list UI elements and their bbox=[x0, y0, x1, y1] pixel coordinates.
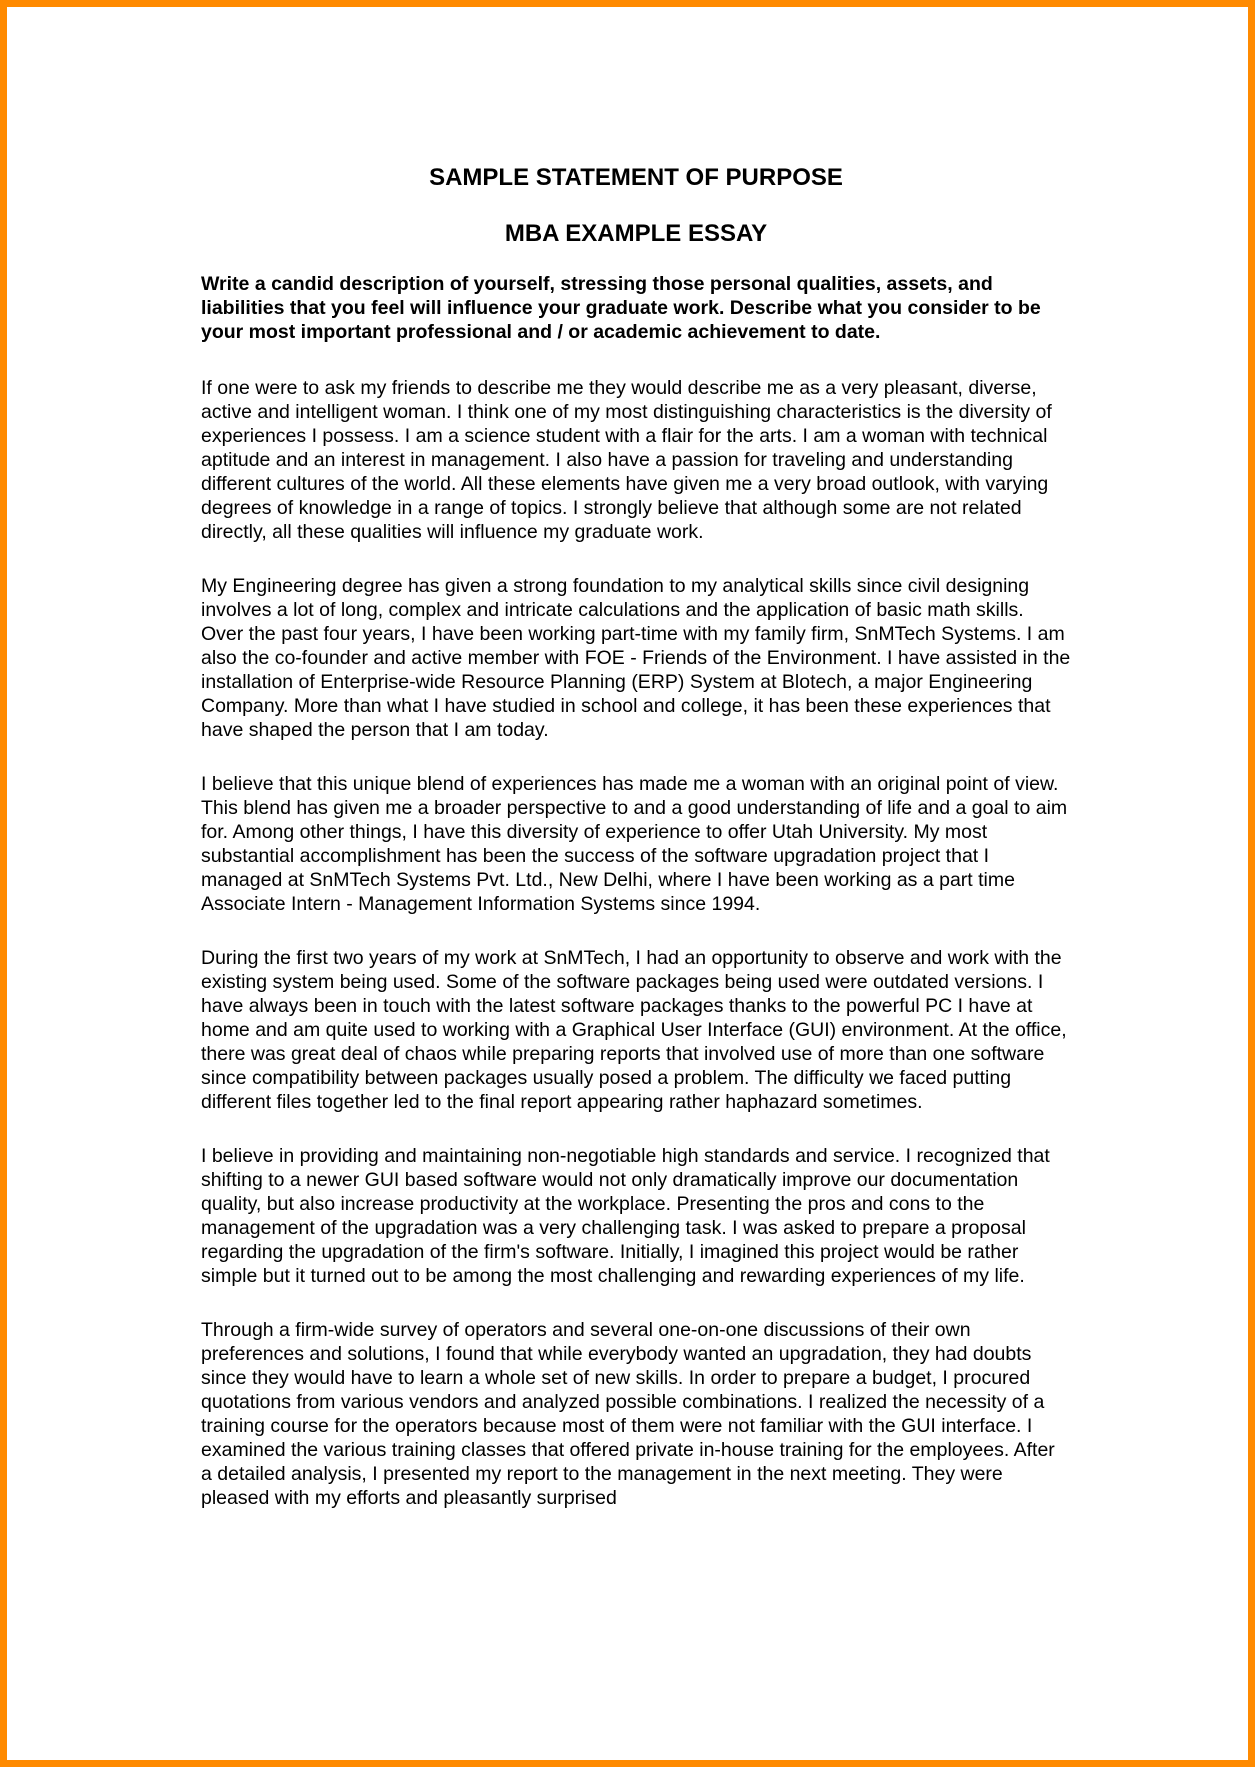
document-subtitle: MBA EXAMPLE ESSAY bbox=[504, 220, 768, 247]
essay-body bbox=[201, 376, 1071, 1510]
document-page bbox=[201, 162, 1071, 1510]
essay-paragraph-4: During the first two years of my work at SnMTech, I had an opportunity to observe and work with the existing system being used. Some of the software packages being used were outdated versions. I have always been in touch with the latest software packages thanks to the powerful PC I have at home and am quite used to working with a Graphical User Interface (GUI) environment. At the office, there was great deal of chaos while preparing reports that involved use of more than one software since compatibility between packages usually posed a problem. The difficulty we faced putting different files together led to the final report appearing rather haphazard sometimes. bbox=[201, 947, 1067, 1113]
document-title: SAMPLE STATEMENT OF PURPOSE bbox=[429, 164, 843, 191]
essay-paragraph-6: Through a firm-wide survey of operators and several one-on-one discussions of their own preferences and solutions, I found that while everybody wanted an upgradation, they had doubts since they would have to learn a whole set of new skills. In order to prepare a budget, I procured quotations from various vendors and analyzed possible combinations. I realized the necessity of a training course for the operators because most of them were not familiar with the GUI interface. I examined the various training classes that offered private in-house training for the employees. After a detailed analysis, I presented my report to the management in the next meeting. They were pleased with my efforts and pleasantly surprised bbox=[201, 1319, 1055, 1509]
essay-paragraph-5: I believe in providing and maintaining non-negotiable high standards and service. I recognized that shifting to a newer GUI based software would not only dramatically improve our documentation quality, but also increase productivity at the workplace. Presenting the pros and cons to the management of the upgradation was a very challenging task. I was asked to prepare a proposal regarding the upgradation of the firm's software. Initially, I imagined this project would be rather simple but it turned out to be among the most challenging and rewarding experiences of my life. bbox=[201, 1145, 1050, 1287]
essay-paragraph-2: My Engineering degree has given a strong foundation to my analytical skills since civil designing involves a lot of long, complex and intricate calculations and the application of basic math skills. Over the past four years, I have been working part-time with my family firm, SnMTech Systems. I am also the co-founder and active member with FOE - Friends of the Environment. I have assisted in the installation of Enterprise-wide Resource Planning (ERP) System at Blotech, a major Engineering Company. More than what I have studied in school and college, it has been these experiences that have shaped the person that I am today. bbox=[201, 575, 1071, 741]
essay-paragraph-1: If one were to ask my friends to describe me they would describe me as a very pleasant, diverse, active and intelligent woman. I think one of my most distinguishing characteristics is the diversity of experiences I possess. I am a science student with a flair for the arts. I am a woman with technical aptitude and an interest in management. I also have a passion for traveling and understanding different cultures of the world. All these elements have given me a very broad outlook, with varying degrees of knowledge in a range of topics. I strongly believe that although some are not related directly, all these qualities will influence my graduate work. bbox=[201, 377, 1052, 543]
essay-prompt: Write a candid description of yourself, stressing those personal qualities, assets, and liabilities that you feel will influence your graduate work. Describe what you consider to be your most important professional and / or academic achievement to date. bbox=[201, 273, 1041, 343]
essay-paragraph-3: I believe that this unique blend of experiences has made me a woman with an original point of view. This blend has given me a broader perspective to and a good understanding of life and a goal to aim for. Among other things, I have this diversity of experience to offer Utah University. My most substantial accomplishment has been the success of the software upgradation project that I managed at SnMTech Systems Pvt. Ltd., New Delhi, where I have been working as a part time Associate Intern - Management Information Systems since 1994. bbox=[201, 773, 1068, 915]
